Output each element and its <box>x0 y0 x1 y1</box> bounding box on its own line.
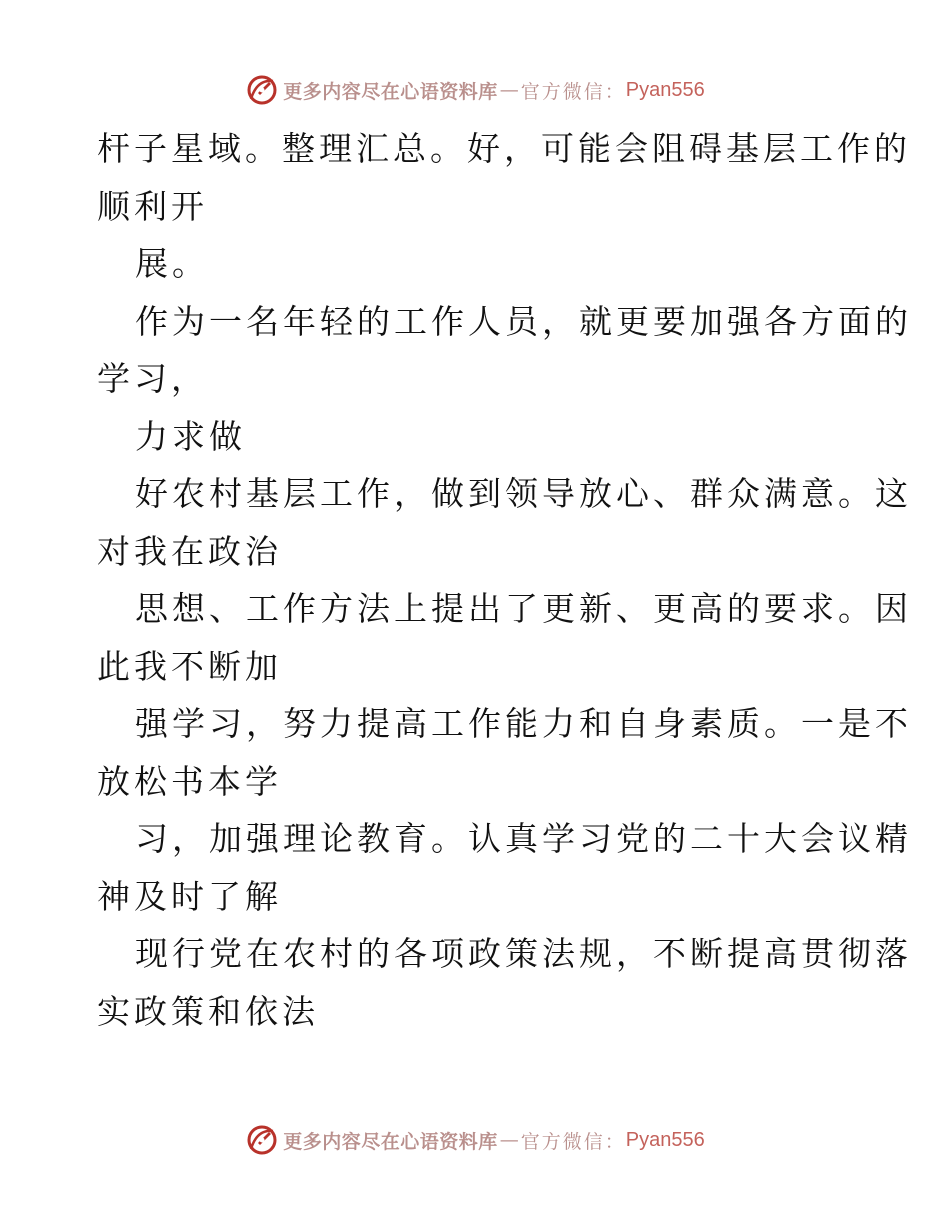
body-line: 学习， <box>97 359 208 398</box>
document-body <box>97 120 912 1040</box>
footer-wechat-id: Pyan556 <box>625 1128 705 1151</box>
body-line: 现行党在农村的各项政策法规，不断提高贯彻落 <box>135 934 912 973</box>
header-wechat-id: Pyan556 <box>625 78 705 101</box>
pen-logo-icon <box>245 73 279 107</box>
body-line: 此我不断加 <box>97 646 282 686</box>
body-line: 对我在政治 <box>97 531 282 571</box>
header-brand-text: 更多内容尽在心语资料库 <box>283 80 498 103</box>
footer-wechat-label: 官方微信： <box>520 1130 626 1153</box>
body-line: 放松书本学 <box>97 761 282 801</box>
body-line: 作为一名年轻的工作人员，就更要加强各方面的 <box>135 301 912 341</box>
body-line: 习，加强理论教育。认真学习党的二十大会议精 <box>135 819 912 858</box>
body-line: 好农村基层工作，做到领导放心、群众满意。这 <box>135 474 912 513</box>
body-line: 展。 <box>135 244 209 283</box>
body-line: 强学习，努力提高工作能力和自身素质。一是不 <box>135 704 912 743</box>
footer-brand-text: 更多内容尽在心语资料库 <box>283 1130 498 1153</box>
header-wechat-label: 官方微信： <box>520 80 626 103</box>
pen-logo-icon <box>245 1123 279 1157</box>
footer-banner <box>0 1120 950 1160</box>
body-line: 杆子星域。整理汇总。好，可能会阻碍基层工作的 <box>97 129 911 168</box>
body-line: 力求做 <box>135 416 246 456</box>
body-line: 神及时了解 <box>97 876 282 916</box>
body-line: 思想、工作方法上提出了更新、更高的要求。因 <box>135 589 912 628</box>
header-dash: — <box>499 79 519 101</box>
body-line: 实政策和依法 <box>97 991 319 1031</box>
footer-dash: — <box>499 1129 519 1151</box>
header-banner <box>0 70 950 110</box>
body-line: 顺利开 <box>97 186 208 226</box>
